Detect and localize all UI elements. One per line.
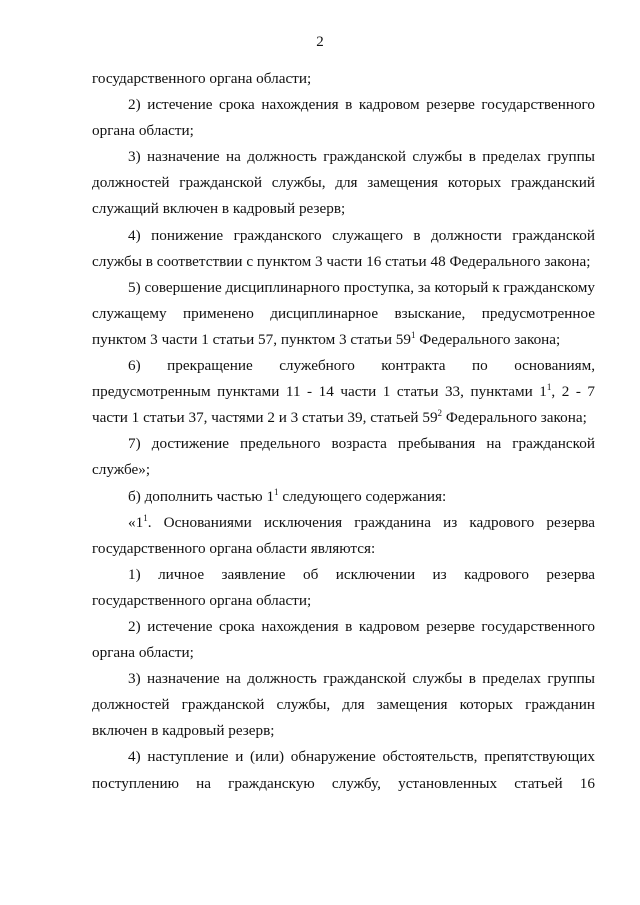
superscript: 1 [274, 486, 279, 497]
paragraph-text: 3) назначение на должность гражданской службы в пределах группы должностей гражданской службы, для замещения которых гражданский служащий включен в кадровый резерв; [92, 148, 595, 218]
document-body [92, 66, 595, 797]
paragraph-text: 2) истечение срока нахождения в кадровом резерве государственного органа области; [92, 96, 595, 140]
list-item-4 [92, 223, 595, 275]
paragraph-text-tail: Федерального закона; [415, 330, 561, 348]
list-item-3 [92, 144, 595, 222]
paragraph-text-tail: . Основаниями исключения гражданина из кадрового резерва государственного органа области являются: [92, 513, 595, 557]
new-list-item-4 [92, 744, 595, 796]
paragraph-text: 4) наступление и (или) обнаружение обстоятельств, препятствующих поступлению на гражданскую службу, установленных статьей 16 [92, 748, 595, 792]
paragraph-text: государственного органа области; [92, 70, 312, 87]
paragraph-continuation [92, 66, 595, 92]
superscript: 1 [410, 329, 416, 340]
new-list-item-1 [92, 562, 595, 614]
subpoint-b [92, 484, 595, 510]
paragraph-text: 1) личное заявление об исключении из кадрового резерва государственного органа области; [92, 565, 595, 609]
paragraph-text: 4) понижение гражданского служащего в должности гражданской службы в соответствии с пунктом 3 части 16 статьи 48 Федерального закона; [92, 226, 595, 270]
paragraph-text-tail: , 2 - 7 части 1 статьи 37, частями 2 и 3 статьи 39, статьей 59 [92, 383, 595, 427]
list-item-2 [92, 92, 595, 144]
paragraph-text: б) дополнить частью 1 [128, 487, 275, 505]
part-1-1-heading [92, 510, 595, 562]
superscript: 2 [437, 408, 443, 419]
paragraph-text: 6) прекращение служебного контракта по основаниям, предусмотренным пунктами 11 - 14 части 1 статьи 33, пунктами 1 [92, 357, 595, 401]
list-item-7 [92, 431, 595, 483]
new-list-item-3 [92, 666, 595, 744]
paragraph-text-tail: Федерального закона; [442, 409, 587, 427]
list-item-5 [92, 275, 595, 353]
paragraph-text: 2) истечение срока нахождения в кадровом резерве государственного органа области; [92, 617, 595, 662]
superscript: 1 [546, 382, 552, 393]
paragraph-text-tail: следующего содержания: [278, 487, 447, 505]
paragraph-text: «1 [128, 513, 144, 531]
list-item-6 [92, 353, 595, 431]
paragraph-text: 5) совершение дисциплинарного проступка, за который к гражданскому служащему применено дисциплинарное взыскание, предусмотренное пунктом 3 части 1 статьи 57, пунктом 3 статьи 59 [92, 278, 595, 348]
new-list-item-2 [92, 614, 595, 666]
superscript: 1 [143, 512, 148, 523]
page-number: 2 [316, 34, 324, 50]
paragraph-text: 3) назначение на должность гражданской службы в пределах группы должностей гражданской службы, для замещения которых гражданин включен в кадровый резерв; [92, 670, 595, 740]
paragraph-text: 7) достижение предельного возраста пребывания на гражданской службе»; [92, 435, 595, 479]
